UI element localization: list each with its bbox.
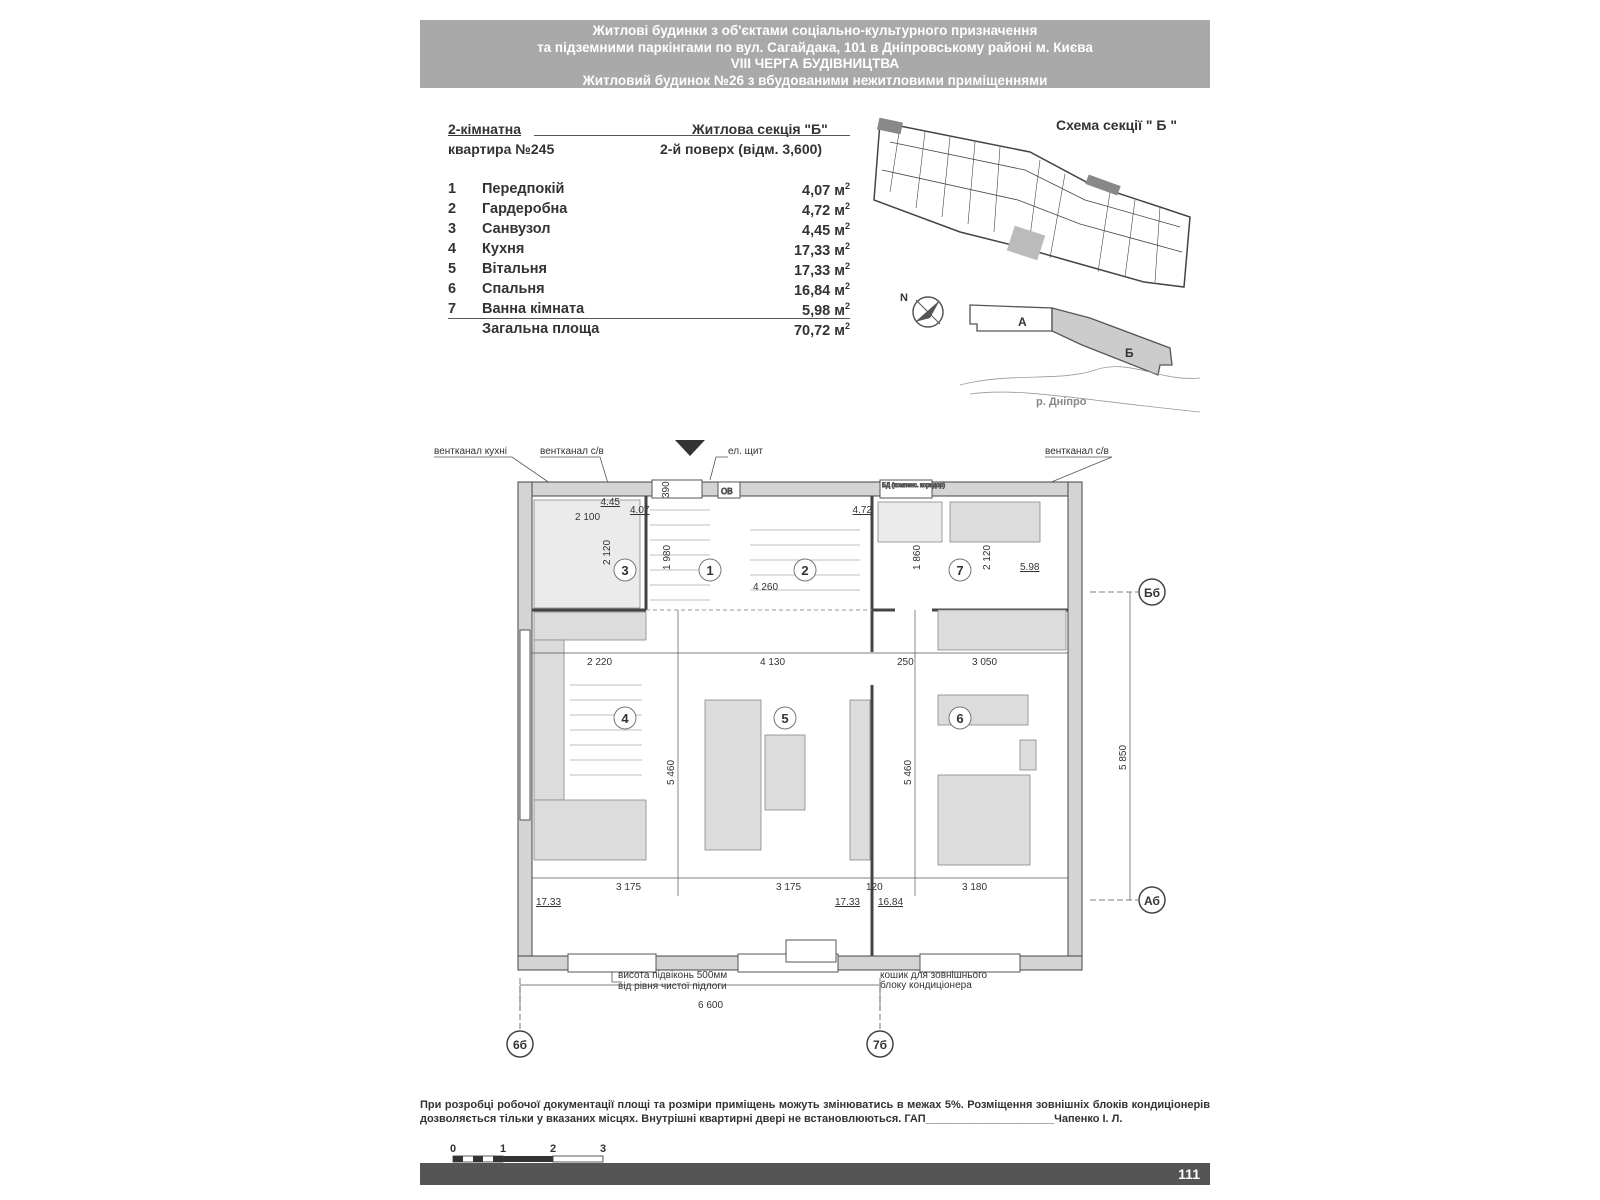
room-row: 3 Санвузол 4,45 $м^2$ xyxy=(448,221,850,239)
axis-a6: Аб xyxy=(1144,894,1160,908)
dim-5850: 5 850 xyxy=(1118,744,1129,770)
dim-2120b: 2 120 xyxy=(982,544,993,570)
schema-stair-mark xyxy=(1085,174,1120,195)
kompens-label: БД (компенс. коридор) xyxy=(882,483,945,489)
axis-7: 7б xyxy=(872,1038,888,1052)
room-marker-7: 7 xyxy=(956,563,964,578)
header-rule xyxy=(534,135,850,136)
room-marker-1: 1 xyxy=(706,563,714,578)
building-outline xyxy=(874,122,1190,287)
apartment-highlight xyxy=(1007,226,1045,261)
dim-2120a: 2 120 xyxy=(602,539,613,565)
dim-3175b: 3 175 xyxy=(776,882,802,893)
section-schema xyxy=(860,112,1220,422)
section-b-label: Б xyxy=(1125,346,1134,360)
room-marker-4: 4 xyxy=(621,711,629,726)
dim-2100: 2 100 xyxy=(575,512,601,523)
dim-3050: 3 050 xyxy=(972,657,998,668)
dim-1860: 1 860 xyxy=(912,544,923,570)
vent-kitchen-label: вентканал кухні xyxy=(434,446,507,457)
area-1: 4.07 xyxy=(630,505,650,516)
dim-5460a: 5 460 xyxy=(666,759,677,785)
scale-2: 2 xyxy=(550,1143,557,1155)
schema-title: Схема секції " Б " xyxy=(1056,117,1178,133)
axis-6: 6б xyxy=(512,1038,528,1052)
room-row: 1 Передпокій 4,07 $м^2$ xyxy=(448,181,850,199)
area-2: 4.72 xyxy=(852,505,872,516)
area-4: 17.33 xyxy=(536,897,562,908)
area-5: 17.33 xyxy=(834,897,860,908)
scale-0: 0 xyxy=(450,1143,457,1155)
entrance-arrow-icon xyxy=(675,440,705,456)
room-row: 5 Вітальня 17,33 $м^2$ xyxy=(448,261,850,279)
banner-line-4: Житловий будинок №26 з вбудованими нежитловими приміщеннями xyxy=(582,72,1048,88)
footer-bar xyxy=(420,1163,1210,1185)
dim-250: 250 xyxy=(897,657,914,668)
north-compass-icon xyxy=(900,292,943,327)
room-marker-3: 3 xyxy=(621,563,629,578)
banner-line-3: VIII ЧЕРГА БУДІВНИЦТВА xyxy=(730,56,900,71)
scale-1: 1 xyxy=(500,1143,507,1155)
dim-6600: 6 600 xyxy=(698,1000,724,1011)
ov-label: ОВ xyxy=(721,487,733,496)
dim-120: 120 xyxy=(866,882,883,893)
title-banner xyxy=(420,20,1210,88)
apartment-section: Житлова секція "Б" xyxy=(692,121,828,137)
total-rule xyxy=(448,318,850,319)
el-panel-label: ел. щит xyxy=(728,446,764,457)
apartment-number: квартира №245 xyxy=(448,141,555,157)
dim-390: 390 xyxy=(661,481,672,498)
room-marker-2: 2 xyxy=(801,563,809,578)
sill-note-2: від рівня чистої підлоги xyxy=(618,981,727,992)
site-plan xyxy=(960,305,1200,412)
dim-4260: 4 260 xyxy=(753,582,779,593)
area-7: 5.98 xyxy=(1020,562,1040,573)
scale-bar xyxy=(450,1142,640,1164)
apartment-floor: 2-й поверх (відм. 3,600) xyxy=(660,141,823,157)
footnote: При розробці робочої документації площі та розміри приміщень можуть змінюватись в межах 5%. Розміщення зовнішніх блоків кондиціонерів дозволяється тільки у вказаних місцях. Внутрішні квартирні двері не встановлюються. ГАП_____________________Чапенко І. Л. xyxy=(420,1099,1210,1125)
svg-text:N: N xyxy=(900,292,908,304)
banner-line-2: та підземними паркінгами по вул. Сагайдака, 101 в Дніпровському районі м. Києва xyxy=(537,39,1093,55)
total-row: Загальна площа 70,72 $м^2$ xyxy=(482,321,850,339)
apartment-type: 2-кімнатна xyxy=(448,121,522,137)
room-row: 6 Спальня 16,84 $м^2$ xyxy=(448,281,850,299)
dim-4130: 4 130 xyxy=(760,657,786,668)
room-row: 7 Ванна кімната 5,98 $м^2$ xyxy=(448,301,850,319)
sill-note-1: висота підвіконь 500мм xyxy=(618,970,728,981)
dim-3175a: 3 175 xyxy=(616,882,642,893)
banner-line-1: Житлові будинки з об'єктами соціально-культурного призначення xyxy=(592,23,1038,38)
room-row: 2 Гардеробна 4,72 $м^2$ xyxy=(448,201,850,219)
section-a-label: А xyxy=(1018,315,1027,329)
room-number-markers xyxy=(614,559,971,729)
vent-bath2-label: вентканал с/в xyxy=(1045,446,1109,457)
ac-basket xyxy=(786,940,836,962)
river-label: р. Дніпро xyxy=(1036,396,1087,408)
dim-5460b: 5 460 xyxy=(903,759,914,785)
dim-2220: 2 220 xyxy=(587,657,613,668)
dim-3180: 3 180 xyxy=(962,882,988,893)
scale-3: 3 xyxy=(600,1143,607,1155)
room-marker-5: 5 xyxy=(781,711,789,726)
dim-1980: 1 980 xyxy=(662,544,673,570)
vent-bath1-label: вентканал с/в xyxy=(540,446,604,457)
area-3: 4.45 xyxy=(600,497,620,508)
ac-note-2: блоку кондиціонера xyxy=(880,980,972,991)
area-6: 16.84 xyxy=(878,897,904,908)
axis-b6: Бб xyxy=(1143,586,1161,600)
floor-plan xyxy=(420,430,1220,1090)
schema-stair-mark xyxy=(877,118,903,135)
room-marker-6: 6 xyxy=(956,711,964,726)
room-row: 4 Кухня 17,33 $м^2$ xyxy=(448,241,850,259)
page-number: 111 xyxy=(1178,1166,1200,1182)
ac-note-1: кошик для зовнішнього xyxy=(880,970,988,981)
